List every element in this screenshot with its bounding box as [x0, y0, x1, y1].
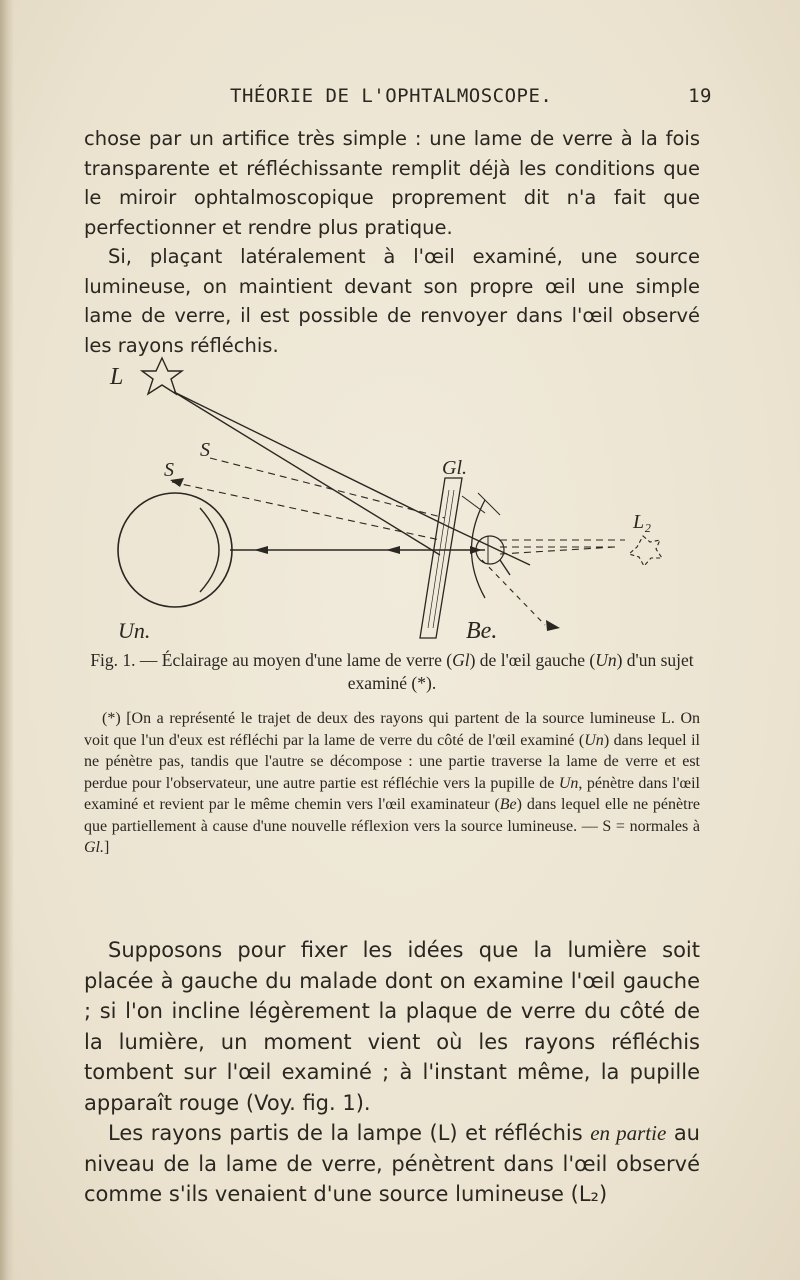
paragraph-4-emphasis: en partie — [590, 1121, 667, 1145]
footnote-text-3: , pénètre dans l'œil examiné et revient par le même chemin vers l'œil examinateur ( — [84, 774, 700, 813]
paragraph-3: Supposons pour fixer les idées que la lumière soit placée à gauche du malade dont on examine l'œil gauche ; si l'on incline légèrement la plaque de verre du côté de la lumière, un moment vient où les rayons réfléchis tombent sur l'œil examiné ; à l'instant même, la pupille apparaît rouge (Voy. fig. 1). — [84, 938, 700, 1115]
figure-1-diagram — [100, 350, 700, 650]
paragraph-1: chose par un artifice très simple : une lame de verre à la fois transparente et réfléchissante remplit déjà les conditions que le miroir ophtalmoscopique proprement dit n'a fait que perfectionner et rendre plus pratique. — [84, 127, 700, 239]
caption-prefix: Fig. 1. — Éclairage au moyen d'une lame de verre ( — [90, 650, 453, 670]
running-head — [230, 85, 712, 111]
paragraph-2: Si, plaçant latéralement à l'œil examiné, une source lumineuse, on maintient devant son propre œil une simple lame de verre, il est possible de renvoyer dans l'œil observé les rayons réfléchis. — [84, 245, 700, 357]
lamp-star — [142, 358, 182, 394]
examined-eye-circle — [118, 493, 232, 607]
opening-text — [84, 124, 700, 360]
figure-footnote — [84, 708, 700, 859]
caption-mid: ) de l'œil gauche ( — [469, 650, 596, 670]
footnote-text-5: ] — [104, 839, 110, 856]
footnote-text-1: (*) [On a représenté le trajet de deux des rayons qui partent de la source lumineuse L. On voit que l'un d'eux est réfléchi par la lame de verre du côté de l'œil examiné ( — [84, 710, 700, 749]
footnote-be: Be — [499, 796, 517, 813]
page-edge-shadow — [0, 0, 14, 1280]
caption-gl: Gl — [452, 650, 470, 670]
footnote-un: Un — [584, 731, 604, 749]
label-lamp: L — [110, 364, 124, 390]
label-examined-eye: Un. — [118, 618, 151, 643]
caption-un: Un — [595, 650, 617, 670]
label-normal-upper: S — [200, 439, 210, 461]
label-glass: Gl. — [442, 457, 467, 479]
label-normal-lower: S — [164, 459, 174, 481]
label-observer-eye: Be. — [466, 618, 498, 644]
closing-text — [84, 935, 700, 1210]
figure-1 — [100, 350, 700, 650]
paragraph-4-end: au niveau de la lame de verre, pénètrent dans l'œil observé comme s'ils venaient d'une source lumineuse (L₂) — [84, 1121, 700, 1206]
footnote-text-4: ) dans lequel elle ne pénètre que partiellement à cause d'une nouvelle réflexion vers la source lumineuse. — S = normales à — [84, 796, 700, 835]
page-number: 19 — [688, 85, 712, 107]
caption-suffix: ) d'un sujet examiné (*). — [347, 650, 694, 693]
footnote-un-2: Un — [558, 774, 579, 792]
paragraph-4 — [84, 1118, 700, 1210]
virtual-source-star — [629, 536, 662, 566]
footnote-gl: Gl. — [84, 839, 104, 856]
glass-plate — [420, 478, 462, 638]
figure-caption — [84, 649, 700, 695]
label-source2: L₂ — [633, 511, 652, 533]
running-title: THÉORIE DE L'OPHTALMOSCOPE. — [230, 85, 553, 107]
examined-eye-cornea — [200, 508, 219, 592]
paragraph-4-start: Les rayons partis de la lampe (L) et réfléchis — [108, 1121, 591, 1145]
footnote-text-2: ) dans lequel il ne pénètre pas, tandis que l'autre se décompose : une partie traverse la lame de verre et est perdue pour l'observateur, une autre partie est réfléchie vers la pupille de — [84, 731, 700, 792]
